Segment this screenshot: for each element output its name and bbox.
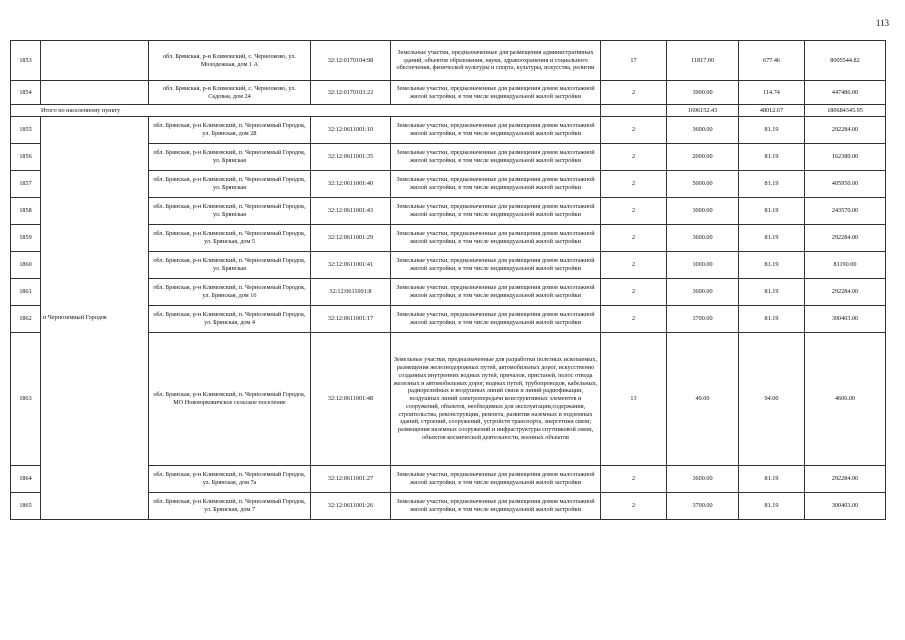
address-cell: обл. Брянская, р-н Климовский, п. Черноземный Городок, ул. Брянская xyxy=(149,198,311,225)
address-cell: обл. Брянская, р-н Климовский, п. Черноземный Городок, ул. Брянская, дом 16 xyxy=(149,279,311,306)
area-cell: 3700.00 xyxy=(667,306,739,333)
price-cell: 81.19 xyxy=(739,306,805,333)
cadastral-number-cell: 32:12:0611001:8 xyxy=(311,279,391,306)
land-use-description-cell: Земельные участки, предназначенные для размещения домов малоэтажной жилой застройки, в том числе индивидуальной жилой застройки xyxy=(391,81,601,105)
cadastral-number-cell: 32:12:0611001:27 xyxy=(311,466,391,493)
land-use-description-cell: Земельные участки, предназначенные для размещения домов малоэтажной жилой застройки, в том числе индивидуальной жилой застройки xyxy=(391,493,601,520)
area-cell: 3600.00 xyxy=(667,466,739,493)
cadastral-value-cell: 292284.00 xyxy=(805,225,886,252)
land-use-description-cell: Земельные участки, предназначенные для разработки полезных ископаемых, размещения железнодорожных путей, автомобильных дорог, искусственно созданных внутренних водных путей, причалов, пристаней, полос отвода железных и автомобильных дорог, водных путей, трубопроводов, кабельных, радиорелейных и воздушных линий связи и линий радиофикации, воздушных линий электропередачи конструктивных элементов и сооружений, объектов, необходимых для эксплуатации,содержания, строительства, реконструкции, ремонта, развития наземных и подземных зданий, строений, сооружений, устройств транспорта, энергетики связи; размещения наземных сооружений и инфраструктуры спутниковой связи, объектов космической деятельности, военных объектов xyxy=(391,333,601,466)
row-number: 1862 xyxy=(11,306,41,333)
land-use-description-cell: Земельные участки, предназначенные для размещения домов малоэтажной жилой застройки, в том числе индивидуальной жилой застройки xyxy=(391,198,601,225)
land-use-description-cell: Земельные участки, предназначенные для размещения домов малоэтажной жилой застройки, в том числе индивидуальной жилой застройки xyxy=(391,144,601,171)
price-cell: 81.19 xyxy=(739,225,805,252)
land-use-description-cell: Земельные участки, предназначенные для размещения домов малоэтажной жилой застройки, в том числе индивидуальной жилой застройки xyxy=(391,225,601,252)
group-count-cell: 2 xyxy=(601,117,667,144)
settlement-summary-row xyxy=(11,105,886,117)
cadastral-number-cell: 32:12:0611001:43 xyxy=(311,198,391,225)
area-cell: 49.00 xyxy=(667,333,739,466)
group-count-cell: 2 xyxy=(601,171,667,198)
address-cell: обл. Брянская, р-н Климовский, п. Черноземный Городок, ул. Брянская xyxy=(149,144,311,171)
page-number: 113 xyxy=(875,18,889,28)
area-cell: 3600.00 xyxy=(667,117,739,144)
cadastral-value-cell: 300403.00 xyxy=(805,493,886,520)
area-cell: 2000.00 xyxy=(667,144,739,171)
address-cell: обл. Брянская, р-н Климовский, п. Черноземный Городок, МО Новоюрковичское сельское поселение xyxy=(149,333,311,466)
address-cell: обл. Брянская, р-н Климовский, п. Черноземный Городок, ул. Брянская, дом 28 xyxy=(149,117,311,144)
settlement-name-cell: п Черноземный Городок xyxy=(41,117,149,520)
group-count-cell: 2 xyxy=(601,279,667,306)
cadastral-number-cell: 32:12:0611001:40 xyxy=(311,171,391,198)
address-cell: обл. Брянская, р-н Климовский, п. Черноземный Городок, ул. Брянская, дом 7 xyxy=(149,493,311,520)
cadastral-value-cell: 4606.00 xyxy=(805,333,886,466)
summary-label: Итого по населенному пункту xyxy=(11,105,601,117)
cadastral-value-cell: 8005544.82 xyxy=(805,41,886,81)
row-number: 1858 xyxy=(11,198,41,225)
group-count-cell: 2 xyxy=(601,225,667,252)
row-number: 1854 xyxy=(11,81,41,105)
land-use-description-cell: Земельные участки, предназначенные для размещения домов малоэтажной жилой застройки, в том числе индивидуальной жилой застройки xyxy=(391,117,601,144)
cadastral-value-cell: 300403.00 xyxy=(805,306,886,333)
group-count-cell: 2 xyxy=(601,198,667,225)
cadastral-value-cell: 81190.00 xyxy=(805,252,886,279)
row-number: 1857 xyxy=(11,171,41,198)
table-row xyxy=(11,117,886,144)
cadastral-number-cell: 32:12:0611001:26 xyxy=(311,493,391,520)
row-number: 1855 xyxy=(11,117,41,144)
price-cell: 81.19 xyxy=(739,117,805,144)
area-cell: 3700.00 xyxy=(667,493,739,520)
row-number: 1853 xyxy=(11,41,41,81)
group-count-cell: 2 xyxy=(601,252,667,279)
address-cell: обл. Брянская, р-н Климовский, с. Чернооково, ул. Садовая, дом 24 xyxy=(149,81,311,105)
area-cell: 3000.00 xyxy=(667,198,739,225)
summary-count xyxy=(601,105,667,117)
row-number: 1865 xyxy=(11,493,41,520)
land-use-description-cell: Земельные участки, предназначенные для размещения домов малоэтажной жилой застройки, в том числе индивидуальной жилой застройки xyxy=(391,252,601,279)
address-cell: обл. Брянская, р-н Климовский, п. Черноземный Городок, ул. Брянская xyxy=(149,252,311,279)
area-cell: 3600.00 xyxy=(667,225,739,252)
price-cell: 81.19 xyxy=(739,466,805,493)
row-number: 1859 xyxy=(11,225,41,252)
price-cell: 94.00 xyxy=(739,333,805,466)
cadastral-number-cell: 32:12:0611001:41 xyxy=(311,252,391,279)
address-cell: обл. Брянская, р-н Климовский, п. Черноземный Городок, ул. Брянская, дом 7а xyxy=(149,466,311,493)
row-number: 1860 xyxy=(11,252,41,279)
summary-price: 48012.67 xyxy=(739,105,805,117)
land-use-description-cell: Земельные участки, предназначенные для размещения домов малоэтажной жилой застройки, в том числе индивидуальной жилой застройки xyxy=(391,171,601,198)
address-cell: обл. Брянская, р-н Климовский, с. Чернооково, ул. Молодежная, дом 1 А xyxy=(149,41,311,81)
address-cell: обл. Брянская, р-н Климовский, п. Черноземный Городок, ул. Брянская xyxy=(149,171,311,198)
area-cell: 5000.00 xyxy=(667,171,739,198)
cadastral-value-cell: 292284.00 xyxy=(805,279,886,306)
land-use-description-cell: Земельные участки, предназначенные для размещения домов малоэтажной жилой застройки, в том числе индивидуальной жилой застройки xyxy=(391,279,601,306)
price-cell: 677.46 xyxy=(739,41,805,81)
group-count-cell: 2 xyxy=(601,466,667,493)
row-number: 1856 xyxy=(11,144,41,171)
price-cell: 81.19 xyxy=(739,144,805,171)
group-count-cell: 2 xyxy=(601,306,667,333)
summary-value: 180684345.95 xyxy=(805,105,886,117)
area-cell: 3900.00 xyxy=(667,81,739,105)
price-cell: 81.19 xyxy=(739,252,805,279)
price-cell: 81.19 xyxy=(739,493,805,520)
table-row xyxy=(11,41,886,81)
land-registry-table xyxy=(10,40,886,520)
group-count-cell: 2 xyxy=(601,493,667,520)
cadastral-number-cell: 32:12:0170103:22 xyxy=(311,81,391,105)
land-use-description-cell: Земельные участки, предназначенные для размещения домов малоэтажной жилой застройки, в том числе индивидуальной жилой застройки xyxy=(391,306,601,333)
area-cell: 1000.00 xyxy=(667,252,739,279)
group-count-cell: 13 xyxy=(601,333,667,466)
area-cell: 11817.00 xyxy=(667,41,739,81)
cadastral-number-cell: 32:12:0611001:48 xyxy=(311,333,391,466)
group-count-cell: 17 xyxy=(601,41,667,81)
cadastral-value-cell: 292284.00 xyxy=(805,466,886,493)
table-row xyxy=(11,81,886,105)
land-use-description-cell: Земельные участки, предназначенные для размещения домов малоэтажной жилой застройки, в том числе индивидуальной жилой застройки xyxy=(391,466,601,493)
price-cell: 81.19 xyxy=(739,198,805,225)
cadastral-number-cell: 32:12:0611001:29 xyxy=(311,225,391,252)
group-count-cell: 2 xyxy=(601,144,667,171)
rows-top xyxy=(11,41,886,105)
row-number: 1864 xyxy=(11,466,41,493)
cadastral-number-cell: 32:12:0611001:10 xyxy=(311,117,391,144)
area-cell: 3600.00 xyxy=(667,279,739,306)
cadastral-number-cell: 32:12:0611001:35 xyxy=(311,144,391,171)
rows-main xyxy=(11,117,886,520)
cadastral-value-cell: 405950.00 xyxy=(805,171,886,198)
cadastral-value-cell: 292284.00 xyxy=(805,117,886,144)
price-cell: 114.74 xyxy=(739,81,805,105)
cadastral-number-cell: 32:12:0170104:98 xyxy=(311,41,391,81)
row-number: 1863 xyxy=(11,333,41,466)
summary-area: 1696152.43 xyxy=(667,105,739,117)
row-number: 1861 xyxy=(11,279,41,306)
group-count-cell: 2 xyxy=(601,81,667,105)
price-cell: 81.19 xyxy=(739,171,805,198)
land-use-description-cell: Земельные участки, предназначенные для размещения административных зданий, объектов образования, науки, здравоохранения и социального обеспечения, физической культуры и спорта, культуры, искусства, религии xyxy=(391,41,601,81)
settlement-cell xyxy=(41,81,149,105)
cadastral-value-cell: 243570.00 xyxy=(805,198,886,225)
cadastral-value-cell: 447486.00 xyxy=(805,81,886,105)
settlement-cell xyxy=(41,41,149,81)
price-cell: 81.19 xyxy=(739,279,805,306)
cadastral-value-cell: 162380.00 xyxy=(805,144,886,171)
address-cell: обл. Брянская, р-н Климовский, п. Черноземный Городок, ул. Брянская, дом 5 xyxy=(149,225,311,252)
address-cell: обл. Брянская, р-н Климовский, п. Черноземный Городок, ул. Брянская, дом 4 xyxy=(149,306,311,333)
cadastral-number-cell: 32:12:0611001:17 xyxy=(311,306,391,333)
